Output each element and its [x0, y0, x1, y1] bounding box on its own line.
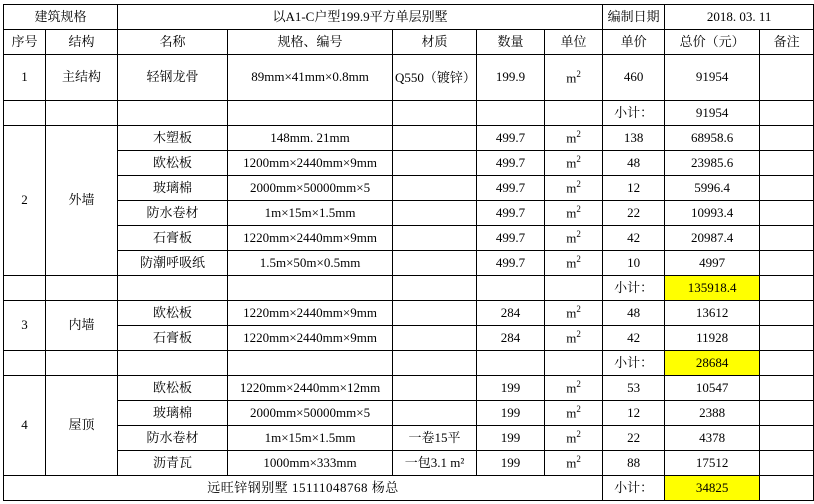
row-quantity: 199: [477, 401, 545, 426]
row-quantity: 199: [477, 451, 545, 476]
table-row: [4, 401, 814, 426]
subtotal-row: [4, 101, 814, 126]
subtotal-spacer-quantity: [477, 351, 545, 376]
subtotal-spacer-quantity: [477, 276, 545, 301]
row-quantity: 199: [477, 376, 545, 401]
table-header-row: [4, 5, 814, 30]
table-row: [4, 426, 814, 451]
subtotal-label: 小计：: [603, 351, 665, 376]
header-date-value: 2018. 03. 11: [665, 5, 814, 30]
row-unit: $m^2$: [545, 176, 603, 201]
row-quantity: 499.7: [477, 176, 545, 201]
row-remark: [760, 301, 814, 326]
quote-table: [3, 4, 814, 501]
row-unit: $m^2$: [545, 151, 603, 176]
row-quantity: 199: [477, 426, 545, 451]
subtotal-spacer-name: [118, 276, 228, 301]
row-material: Q550（镀锌）: [393, 55, 477, 101]
row-unit-price: 42: [603, 326, 665, 351]
row-remark: [760, 451, 814, 476]
row-spec: 2000mm×50000mm×5: [228, 401, 393, 426]
row-spec: 1m×15m×1.5mm: [228, 201, 393, 226]
subtotal-value: 34825: [665, 476, 760, 501]
row-unit: $m^2$: [545, 451, 603, 476]
subtotal-value: 91954: [665, 101, 760, 126]
row-material: [393, 151, 477, 176]
subtotal-spacer-unit: [545, 101, 603, 126]
subtotal-row: [4, 276, 814, 301]
footer-note: 远旺锌钢别墅 15111048768 杨总: [4, 476, 603, 501]
row-unit-price: 48: [603, 301, 665, 326]
col-unit-price: 单价: [603, 30, 665, 55]
row-spec: 1m×15m×1.5mm: [228, 426, 393, 451]
table-row: [4, 176, 814, 201]
row-remark: [760, 55, 814, 101]
subtotal-spacer-material: [393, 101, 477, 126]
row-remark: [760, 201, 814, 226]
row-material: [393, 326, 477, 351]
row-material: [393, 126, 477, 151]
subtotal-spacer-structure: [46, 101, 118, 126]
row-remark: [760, 151, 814, 176]
subtotal-spacer-remark: [760, 476, 814, 501]
row-unit-price: 88: [603, 451, 665, 476]
subtotal-value: 28684: [665, 351, 760, 376]
row-total-price: 4378: [665, 426, 760, 451]
col-total-price: 总价（元）: [665, 30, 760, 55]
table-row: [4, 326, 814, 351]
row-unit: $m^2$: [545, 251, 603, 276]
row-spec: 148mm. 21mm: [228, 126, 393, 151]
subtotal-spacer-spec: [228, 276, 393, 301]
row-unit: $m^2$: [545, 301, 603, 326]
row-unit: $m^2$: [545, 201, 603, 226]
subtotal-spacer-material: [393, 351, 477, 376]
row-quantity: 499.7: [477, 126, 545, 151]
row-unit-price: 12: [603, 401, 665, 426]
row-name: 木塑板: [118, 126, 228, 151]
column-header-row: [4, 30, 814, 55]
subtotal-spacer-spec: [228, 351, 393, 376]
row-remark: [760, 376, 814, 401]
row-structure: 内墙: [46, 301, 118, 351]
row-spec: 1.5m×50m×0.5mm: [228, 251, 393, 276]
row-unit: $m^2$: [545, 401, 603, 426]
col-unit: 单位: [545, 30, 603, 55]
subtotal-label: 小计：: [603, 276, 665, 301]
col-index: 序号: [4, 30, 46, 55]
row-structure: 屋顶: [46, 376, 118, 476]
subtotal-spacer-index: [4, 351, 46, 376]
row-remark: [760, 401, 814, 426]
col-structure: 结构: [46, 30, 118, 55]
subtotal-label: 小计：: [603, 101, 665, 126]
row-spec: 89mm×41mm×0.8mm: [228, 55, 393, 101]
row-index: 1: [4, 55, 46, 101]
row-total-price: 5996.4: [665, 176, 760, 201]
row-remark: [760, 176, 814, 201]
subtotal-label: 小计：: [603, 476, 665, 501]
row-spec: 1200mm×2440mm×9mm: [228, 151, 393, 176]
col-remark: 备注: [760, 30, 814, 55]
row-remark: [760, 126, 814, 151]
row-structure: 外墙: [46, 126, 118, 276]
subtotal-spacer-name: [118, 101, 228, 126]
subtotal-spacer-unit: [545, 276, 603, 301]
subtotal-spacer-spec: [228, 101, 393, 126]
row-material: [393, 176, 477, 201]
subtotal-spacer-remark: [760, 101, 814, 126]
row-name: 轻钢龙骨: [118, 55, 228, 101]
subtotal-spacer-structure: [46, 276, 118, 301]
row-unit-price: 48: [603, 151, 665, 176]
row-material: [393, 301, 477, 326]
subtotal-spacer-remark: [760, 276, 814, 301]
row-structure: 主结构: [46, 55, 118, 101]
subtotal-spacer-material: [393, 276, 477, 301]
row-unit: $m^2$: [545, 326, 603, 351]
row-quantity: 199.9: [477, 55, 545, 101]
row-unit-price: 53: [603, 376, 665, 401]
table-row: [4, 451, 814, 476]
row-quantity: 499.7: [477, 226, 545, 251]
row-unit-price: 42: [603, 226, 665, 251]
row-material: [393, 201, 477, 226]
row-material: 一包3.1 m²: [393, 451, 477, 476]
row-material: [393, 251, 477, 276]
row-spec: 1220mm×2440mm×9mm: [228, 301, 393, 326]
row-material: [393, 376, 477, 401]
row-index: 4: [4, 376, 46, 476]
row-quantity: 499.7: [477, 151, 545, 176]
row-unit-price: 22: [603, 201, 665, 226]
row-unit-price: 138: [603, 126, 665, 151]
row-material: [393, 401, 477, 426]
table-row: [4, 151, 814, 176]
row-unit: $m^2$: [545, 55, 603, 101]
table-row: [4, 301, 814, 326]
subtotal-spacer-quantity: [477, 101, 545, 126]
spreadsheet-document: [0, 4, 814, 504]
row-total-price: 11928: [665, 326, 760, 351]
row-name: 防潮呼吸纸: [118, 251, 228, 276]
row-quantity: 284: [477, 326, 545, 351]
row-total-price: 2388: [665, 401, 760, 426]
row-spec: 1220mm×2440mm×9mm: [228, 226, 393, 251]
row-unit-price: 460: [603, 55, 665, 101]
col-material: 材质: [393, 30, 477, 55]
row-quantity: 499.7: [477, 251, 545, 276]
row-unit: $m^2$: [545, 376, 603, 401]
row-unit-price: 22: [603, 426, 665, 451]
row-spec: 2000mm×50000mm×5: [228, 176, 393, 201]
row-spec: 1000mm×333mm: [228, 451, 393, 476]
row-remark: [760, 326, 814, 351]
row-unit-price: 12: [603, 176, 665, 201]
row-name: 沥青瓦: [118, 451, 228, 476]
col-spec: 规格、编号: [228, 30, 393, 55]
footer-row: [4, 476, 814, 501]
row-quantity: 499.7: [477, 201, 545, 226]
row-name: 欧松板: [118, 376, 228, 401]
row-name: 防水卷材: [118, 201, 228, 226]
row-total-price: 23985.6: [665, 151, 760, 176]
subtotal-spacer-remark: [760, 351, 814, 376]
subtotal-spacer-name: [118, 351, 228, 376]
row-material: [393, 226, 477, 251]
row-spec: 1220mm×2440mm×9mm: [228, 326, 393, 351]
row-name: 石膏板: [118, 226, 228, 251]
row-unit-price: 10: [603, 251, 665, 276]
subtotal-row: [4, 351, 814, 376]
col-quantity: 数量: [477, 30, 545, 55]
row-total-price: 10993.4: [665, 201, 760, 226]
row-total-price: 91954: [665, 55, 760, 101]
row-name: 玻璃棉: [118, 401, 228, 426]
row-name: 玻璃棉: [118, 176, 228, 201]
row-total-price: 20987.4: [665, 226, 760, 251]
row-quantity: 284: [477, 301, 545, 326]
subtotal-spacer-structure: [46, 351, 118, 376]
table-row: [4, 201, 814, 226]
row-name: 欧松板: [118, 301, 228, 326]
subtotal-spacer-index: [4, 276, 46, 301]
table-row: [4, 55, 814, 101]
col-name: 名称: [118, 30, 228, 55]
row-remark: [760, 251, 814, 276]
subtotal-value: 135918.4: [665, 276, 760, 301]
row-total-price: 10547: [665, 376, 760, 401]
row-index: 2: [4, 126, 46, 276]
subtotal-spacer-unit: [545, 351, 603, 376]
row-remark: [760, 426, 814, 451]
row-unit: $m^2$: [545, 126, 603, 151]
row-name: 防水卷材: [118, 426, 228, 451]
table-row: [4, 376, 814, 401]
table-row: [4, 126, 814, 151]
row-total-price: 17512: [665, 451, 760, 476]
row-name: 欧松板: [118, 151, 228, 176]
row-unit: $m^2$: [545, 426, 603, 451]
row-unit: $m^2$: [545, 226, 603, 251]
table-row: [4, 251, 814, 276]
row-index: 3: [4, 301, 46, 351]
row-total-price: 68958.6: [665, 126, 760, 151]
table-row: [4, 226, 814, 251]
header-spec-label: 建筑规格: [4, 5, 118, 30]
header-title: 以A1-C户型199.9平方单层别墅: [118, 5, 603, 30]
row-total-price: 13612: [665, 301, 760, 326]
row-name: 石膏板: [118, 326, 228, 351]
header-date-label: 编制日期: [603, 5, 665, 30]
row-remark: [760, 226, 814, 251]
row-total-price: 4997: [665, 251, 760, 276]
row-spec: 1220mm×2440mm×12mm: [228, 376, 393, 401]
subtotal-spacer-index: [4, 101, 46, 126]
row-material: 一卷15平: [393, 426, 477, 451]
